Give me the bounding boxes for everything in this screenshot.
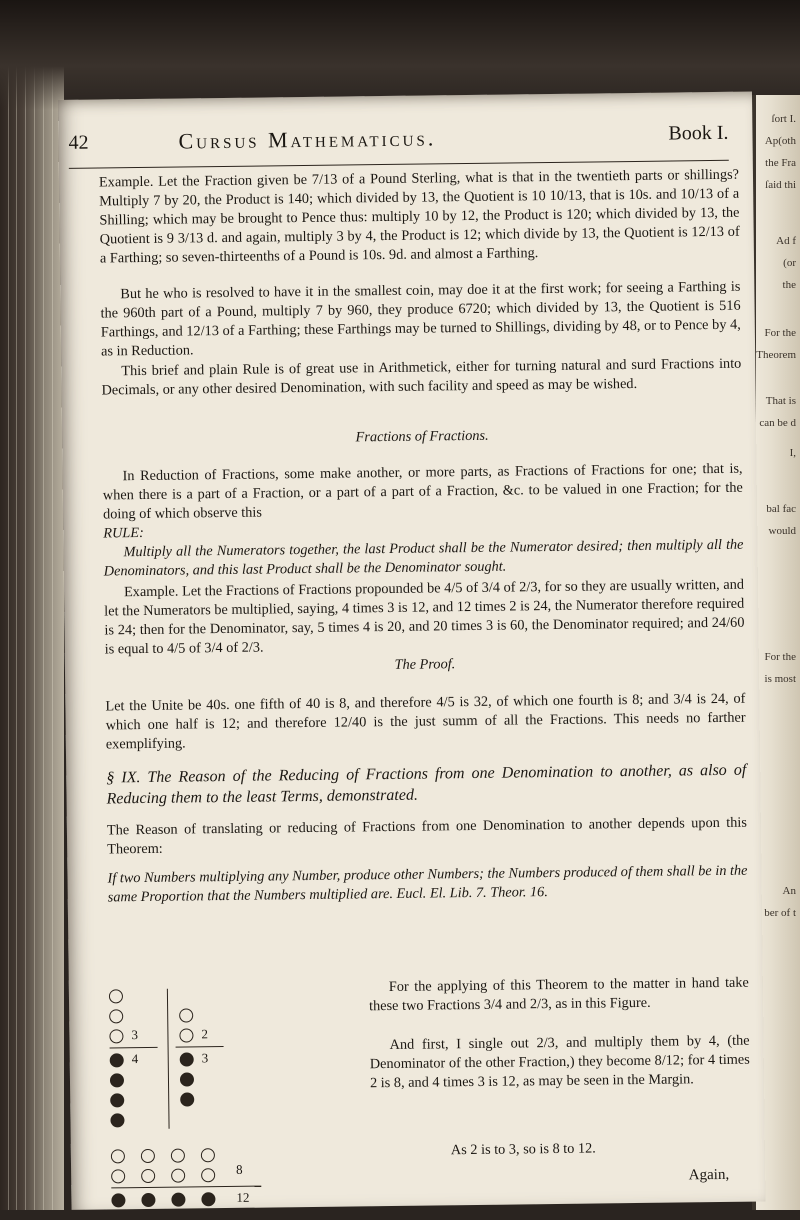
figure-number: 3	[131, 1027, 139, 1043]
catchword: Again,	[688, 1166, 730, 1184]
margin-fragment: the Fra	[765, 157, 796, 169]
circle-icon	[171, 1149, 185, 1163]
fraction-bar	[111, 1186, 261, 1189]
circle-icon	[109, 1009, 123, 1023]
book-label: Book I.	[668, 121, 729, 145]
margin-fragment: would	[768, 525, 796, 537]
margin-fragment: is most	[764, 673, 796, 685]
paragraph-first-single-out: And first, I single out 2/3, and multiply them by 4, (the Denominator of the other Fraction,) they become 8/12; for 4 times 2 is 8, and 4 times 3 is 12, as may be seen in the Margin.	[369, 1032, 750, 1092]
margin-fragment: ber of t	[764, 907, 796, 919]
circle-icon	[141, 1149, 155, 1163]
margin-fragment: ſaid thi	[765, 179, 796, 191]
circle-icon	[141, 1169, 155, 1183]
circle-icon	[109, 1029, 123, 1043]
section-heading: § IX. The Reason of the Reducing of Fractions from one Denomination to another, as also of Reducing them to the least Terms, demonstrated.	[106, 761, 747, 808]
margin-fragment: (or	[783, 257, 796, 269]
page-header	[68, 120, 728, 169]
filled-circle-icon	[180, 1052, 194, 1066]
circle-icon	[109, 989, 123, 1003]
circle-icon	[179, 1028, 193, 1042]
figure-number: 2	[201, 1026, 209, 1042]
margin-fragment: I,	[789, 447, 796, 459]
paragraph-applying-theorem: For the applying of this Theorem to the matter in hand take these two Fractions 3/4 and 2/3, as in this Figure.	[368, 974, 749, 1015]
figure-number: 3	[201, 1050, 209, 1066]
margin-fragment: Ap(oth	[764, 135, 796, 147]
figure-number: 4	[131, 1051, 139, 1067]
book-binding	[0, 0, 64, 1210]
fraction-bar	[176, 1046, 224, 1048]
margin-fragment: bal fac	[766, 503, 796, 515]
margin-fragment: Ad f	[776, 235, 796, 247]
figure-number: 8	[235, 1161, 243, 1177]
filled-circle-icon	[141, 1193, 155, 1207]
circle-icon	[201, 1148, 215, 1162]
filled-circle-icon	[110, 1093, 124, 1107]
paragraph-proof: Let the Unite be 40s. one fifth of 40 is 8, and therefore 4/5 is 32, of which one fourth is 8; and 3/4 is 24, of which one half is 12; and therefore 12/40 is the just summ of all the Fractions. This needs no farther exemplifying.	[105, 690, 746, 753]
subheading-proof: The Proof.	[394, 656, 456, 673]
paragraph-example-pound: Example. Let the Fraction given be 7/13 of a Pound Sterling, what is that in the twentieth parts or shillings? Multiply 7 by 20, the Product is 140; which divided by 13, the Quotient is 10 10/13, that is 10s. and 10/13 of a Shilling; which may be brought to Pence thus: multiply 10 by 12, the Product is 120; which divided by 13, the Quotient is 9 3/13 d. and again, multiply 3 by 4, the Product is 12; which divide by 13, the Quotient is 12/13 of a Farthing; so seven-thirteenths of a Pound is 10s. 9d. and almost a Farthing.	[98, 166, 740, 267]
rule-label: RULE:	[103, 524, 144, 542]
paragraph-smallest-coin: But he who is resolved to have it in the smallest coin, may doe it at the first work; for seeing a Farthing is the 960th part of a Pound, multiply 7 by 960, they produce 6720; which divided by 13, the Quotient is 516 Farthings, and 12/13 of a Farthing; these Farthings may be turned to Shillings, dividing by 48, or to Pence by 4, as in Reduction.	[100, 278, 741, 360]
paragraph-example-fractions: Example. Let the Fractions of Fractions propounded be 4/5 of 3/4 of 2/3, for so they are usually written, and let the Numerators be multiplied, saying, 4 times 3 is 12, and 12 times 2 is 24, the Numerator therefore required is 24; then for the Denominator, say, 5 times 4 is 20, and 20 times 3 is 60, the Denominator required; and 24/60 is equal to 4/5 of 3/4 of 2/3.	[104, 576, 745, 658]
fraction-bar	[110, 1047, 158, 1049]
margin-fragment: For the	[764, 651, 796, 663]
margin-fragment: That is	[765, 395, 796, 407]
margin-fragment: can be d	[759, 417, 796, 429]
circle-icon	[201, 1168, 215, 1182]
figure-number: 12	[236, 1189, 250, 1205]
filled-circle-icon	[201, 1192, 215, 1206]
paragraph-reason: The Reason of translating or reducing of Fractions from one Denomination to another depends upon this Theorem:	[106, 814, 747, 858]
paragraph-as-2-is-to-3: As 2 is to 3, so is 8 to 12.	[450, 1140, 596, 1159]
paragraph-brief-rule: This brief and plain Rule is of great use in Arithmetick, either for turning natural and surd Fractions into Decimals, or any other desired Denomination, with such facility and speed as may be wished.	[101, 355, 742, 399]
filled-circle-icon	[171, 1193, 185, 1207]
running-title: Cursus Mathematicus.	[178, 125, 437, 154]
filled-circle-icon	[111, 1193, 125, 1207]
book-page	[58, 92, 766, 1210]
margin-fragment: the	[782, 279, 796, 291]
filled-circle-icon	[110, 1113, 124, 1127]
circle-icon	[179, 1008, 193, 1022]
margin-fragment: An	[782, 885, 796, 897]
theorem-text: If two Numbers multiplying any Number, produce other Numbers; the Numbers produced of them shall be in the same Proportion that the Numbers multiplied are. Eucl. El. Lib. 7. Theor. 16.	[107, 862, 748, 906]
rule-text: Multiply all the Numerators together, the last Product shall be the Numerator desired; then multiply all the Denominators, and this last Product shall be the Denominator sought.	[103, 536, 744, 580]
filled-circle-icon	[180, 1092, 194, 1106]
subheading-fractions-of-fractions: Fractions of Fractions.	[355, 427, 489, 446]
margin-fragment: Theorem	[756, 349, 796, 361]
circle-icon	[111, 1169, 125, 1183]
page-number: 42	[68, 131, 89, 154]
paragraph-reduction-intro: In Reduction of Fractions, some make another, or more parts, as Fractions of Fractions for one; that is, when there is a part of a Fraction, or a part of a part of a Fraction, &c. to be valued in one Fraction; for the doing of which observe this	[102, 460, 743, 523]
filled-circle-icon	[110, 1053, 124, 1067]
filled-circle-icon	[180, 1072, 194, 1086]
margin-fragment: For the	[764, 327, 796, 339]
filled-circle-icon	[110, 1073, 124, 1087]
fraction-figure	[109, 986, 362, 1219]
figure-divider	[167, 989, 170, 1129]
circle-icon	[111, 1149, 125, 1163]
margin-fragment: ſort I.	[771, 113, 796, 125]
circle-icon	[171, 1169, 185, 1183]
